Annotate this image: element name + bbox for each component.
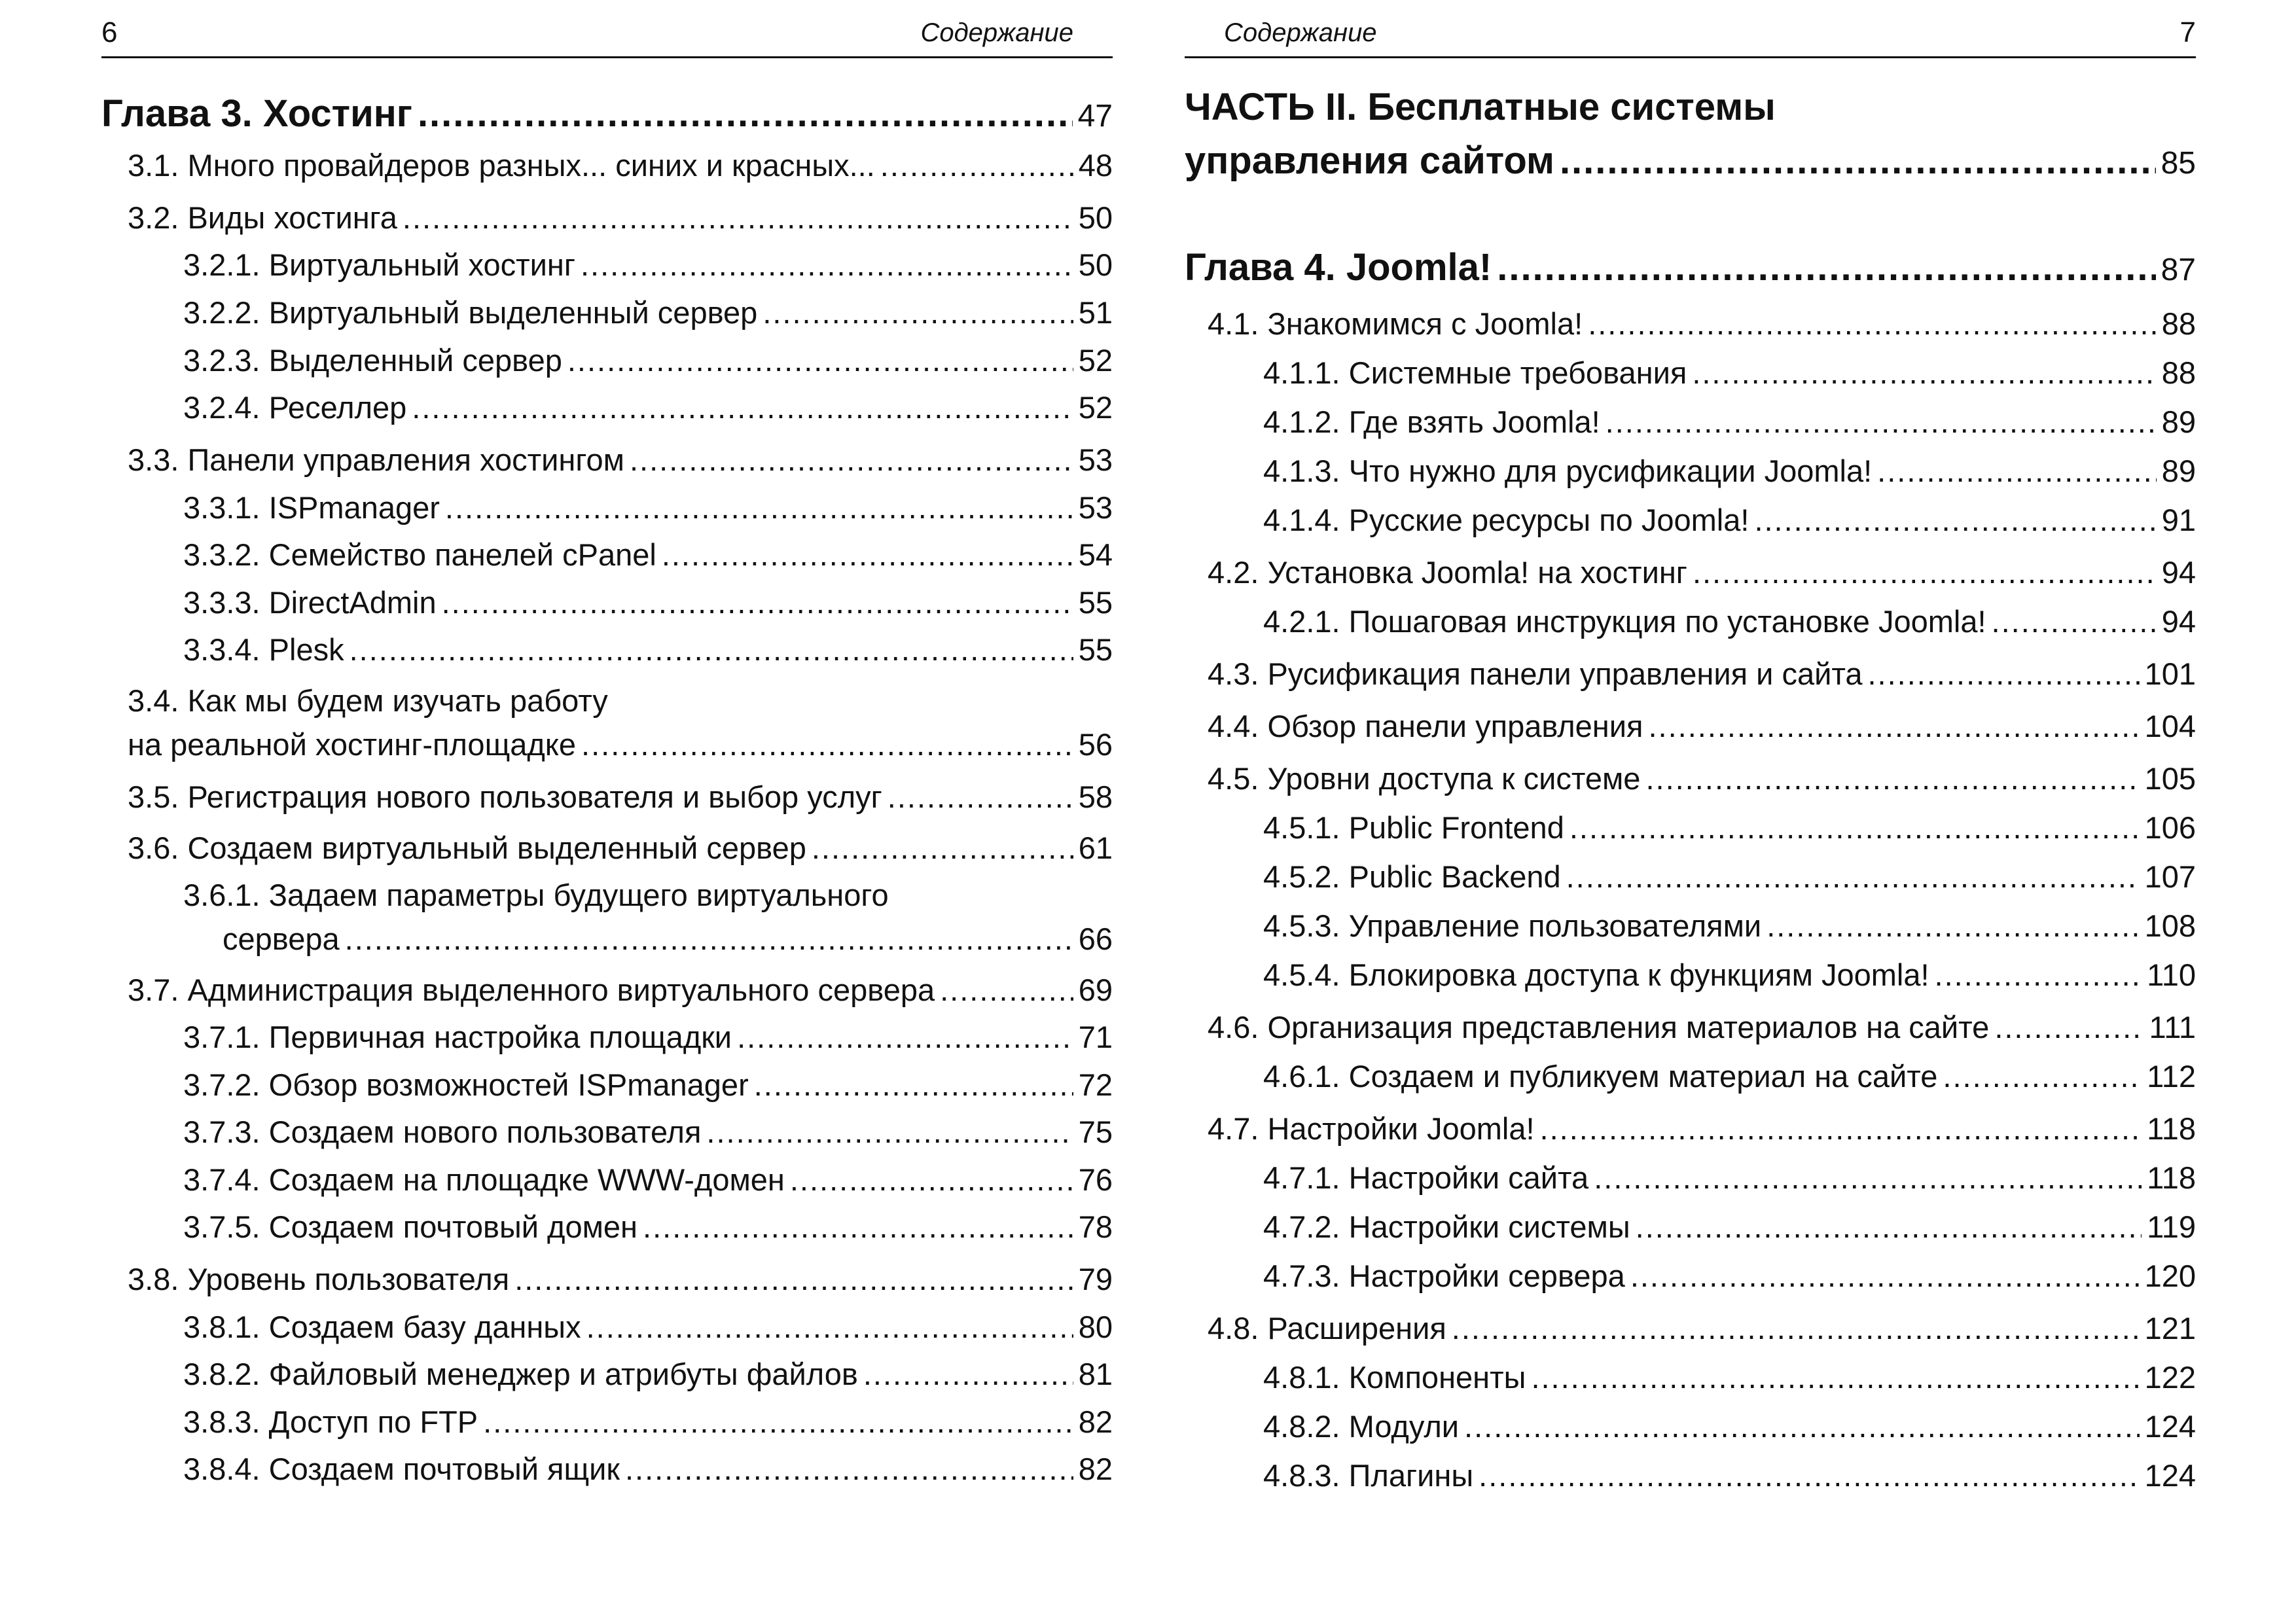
entry-page-number: 122	[2144, 1360, 2196, 1395]
header-title: Содержание	[920, 18, 1073, 47]
entry-title: на реальной хостинг-площадке	[128, 727, 577, 762]
entry-page-number: 87	[2161, 253, 2196, 287]
dot-leader	[1636, 1209, 2142, 1245]
entry-title: 3.7.1. Первичная настройка площадки	[183, 1020, 732, 1054]
dot-leader	[1570, 810, 2140, 846]
dot-leader	[1452, 1310, 2140, 1346]
dot-leader	[1754, 502, 2156, 538]
toc-subentry[interactable]	[1185, 404, 2196, 440]
entry-title: 4.8.2. Модули	[1263, 1409, 1460, 1444]
dot-leader	[1767, 908, 2139, 944]
toc-entry[interactable]	[1185, 1009, 2196, 1045]
entry-title: 3.8.1. Создаем базу данных	[183, 1310, 581, 1344]
toc-subentry[interactable]	[1185, 453, 2196, 489]
dot-leader	[1935, 957, 2142, 993]
entry-page-number: 89	[2161, 454, 2196, 488]
entry-title: 4.1.4. Русские ресурсы по Joomla!	[1263, 503, 1749, 537]
toc-subentry-line1: 3.6.1. Задаем параметры будущего виртуального	[183, 878, 889, 912]
entry-title: 3.8.2. Файловый менеджер и атрибуты файлов	[183, 1357, 858, 1391]
dot-leader	[412, 389, 1073, 425]
toc-subentry[interactable]	[101, 921, 1113, 957]
entry-title: 4.4. Обзор панели управления	[1208, 709, 1643, 743]
entry-title: 4.6. Организация представления материалов на сайте	[1208, 1010, 1990, 1044]
entry-title: 3.8. Уровень пользователя	[128, 1262, 510, 1296]
left-page	[101, 0, 1113, 1623]
entry-title: 4.5.3. Управление пользователями	[1263, 908, 1762, 943]
dot-leader	[1992, 603, 2157, 639]
entry-page-number: 79	[1078, 1262, 1113, 1296]
dot-leader	[1867, 656, 2139, 692]
entry-page-number: 53	[1078, 490, 1113, 525]
entry-title: 4.8.3. Плагины	[1263, 1458, 1474, 1493]
entry-page-number: 94	[2161, 555, 2196, 590]
toc-subentry[interactable]	[101, 389, 1113, 425]
entry-title: 3.8.3. Доступ по FTP	[183, 1404, 478, 1439]
dot-leader	[442, 584, 1073, 620]
toc-subentry[interactable]	[1185, 810, 2196, 846]
dot-leader	[1692, 355, 2156, 391]
toc-subentry[interactable]	[101, 584, 1113, 620]
entry-title: 4.5.1. Public Frontend	[1263, 810, 1564, 845]
entry-title: управления сайтом	[1185, 139, 1554, 182]
entry-page-number: 52	[1078, 343, 1113, 378]
toc-entry[interactable]	[101, 147, 1113, 183]
entry-page-number: 118	[2147, 1111, 2196, 1146]
entry-title: 3.2.4. Реселлер	[183, 390, 407, 425]
entry-title: сервера	[223, 921, 340, 956]
dot-leader	[630, 442, 1073, 478]
dot-leader	[1943, 1058, 2142, 1094]
entry-page-number: 85	[2161, 146, 2196, 181]
header-rule	[1185, 56, 2196, 58]
dot-leader	[1630, 1258, 2140, 1294]
toc-subentry[interactable]	[1185, 1408, 2196, 1444]
dot-leader	[1877, 453, 2157, 489]
entry-title: 4.5. Уровни доступа к системе	[1208, 761, 1641, 796]
toc-subentry[interactable]	[101, 1451, 1113, 1487]
dot-leader	[812, 830, 1073, 866]
entry-page-number: 119	[2147, 1209, 2196, 1244]
entry-title: 3.3.4. Plesk	[183, 632, 344, 667]
dot-leader	[483, 1404, 1073, 1440]
entry-page-number: 66	[1078, 921, 1113, 956]
toc-subentry[interactable]	[1185, 1258, 2196, 1294]
toc-subentry[interactable]	[101, 1404, 1113, 1440]
dot-leader	[737, 1019, 1073, 1055]
entry-page-number: 61	[1078, 830, 1113, 865]
entry-title: 3.6. Создаем виртуальный выделенный сервер	[128, 830, 806, 865]
dot-leader	[1479, 1457, 2139, 1493]
dot-leader	[581, 247, 1073, 283]
entry-page-number: 71	[1078, 1020, 1113, 1054]
entry-page-number: 55	[1078, 585, 1113, 620]
entry-page-number: 51	[1078, 295, 1113, 330]
entry-title: 4.8.1. Компоненты	[1263, 1360, 1526, 1395]
page-number: 6	[101, 16, 118, 48]
entry-page-number: 69	[1078, 972, 1113, 1007]
right-page	[1185, 0, 2196, 1623]
entry-page-number: 89	[2161, 404, 2196, 439]
entry-page-number: 121	[2144, 1311, 2196, 1346]
toc-subentry[interactable]	[1185, 1209, 2196, 1245]
toc-entry[interactable]	[1185, 1310, 2196, 1346]
entry-page-number: 88	[2161, 355, 2196, 390]
dot-leader	[586, 1309, 1073, 1345]
toc-subentry[interactable]	[101, 1114, 1113, 1150]
toc-subentry[interactable]	[101, 1209, 1113, 1245]
toc-subentry[interactable]	[1185, 502, 2196, 538]
entry-page-number: 56	[1078, 727, 1113, 762]
dot-leader	[625, 1451, 1073, 1487]
dot-leader	[880, 147, 1073, 183]
toc-entry[interactable]	[1185, 708, 2196, 744]
toc-subentry[interactable]	[1185, 1058, 2196, 1094]
entry-title: 4.1. Знакомимся с Joomla!	[1208, 306, 1583, 341]
toc-subentry[interactable]	[1185, 859, 2196, 895]
header-title: Содержание	[1224, 18, 1377, 47]
entry-title: 4.7.2. Настройки системы	[1263, 1209, 1630, 1244]
entry-title: 3.7.3. Создаем нового пользователя	[183, 1115, 702, 1149]
toc-entry-line1: 3.4. Как мы будем изучать работу	[128, 683, 608, 718]
entry-page-number: 94	[2161, 604, 2196, 639]
entry-title: 4.2.1. Пошаговая инструкция по установке Joomla!	[1263, 604, 1986, 639]
toc-subentry[interactable]	[101, 247, 1113, 283]
toc-subentry[interactable]	[1185, 1457, 2196, 1493]
dot-leader	[643, 1209, 1073, 1245]
entry-title: 3.2.3. Выделенный сервер	[183, 343, 562, 378]
dot-leader	[1588, 306, 2157, 342]
page-header	[1185, 12, 2196, 59]
dot-leader	[1693, 554, 2157, 590]
toc-part-line1: ЧАСТЬ II. Бесплатные системы	[1185, 86, 1776, 128]
toc-subentry[interactable]	[1185, 957, 2196, 993]
dot-leader	[1645, 760, 2139, 796]
dot-leader	[350, 632, 1073, 668]
entry-page-number: 81	[1078, 1357, 1113, 1391]
entry-page-number: 52	[1078, 390, 1113, 425]
entry-title: 4.7.1. Настройки сайта	[1263, 1160, 1589, 1195]
toc-subentry[interactable]	[101, 294, 1113, 330]
dot-leader	[1648, 708, 2139, 744]
dot-leader	[403, 200, 1073, 236]
dot-leader	[1531, 1359, 2139, 1395]
entry-title: 3.3.2. Семейство панелей cPanel	[183, 537, 656, 572]
entry-title: 4.7. Настройки Joomla!	[1208, 1111, 1535, 1146]
page-header	[101, 12, 1113, 59]
toc-subentry[interactable]	[101, 490, 1113, 526]
toc-subentry[interactable]	[101, 632, 1113, 668]
entry-page-number: 54	[1078, 537, 1113, 572]
entry-title: 3.7.5. Создаем почтовый домен	[183, 1209, 638, 1244]
toc-entry[interactable]	[1185, 306, 2196, 342]
dot-leader	[1560, 139, 2156, 183]
dot-leader	[1464, 1408, 2140, 1444]
entry-title: 3.8.4. Создаем почтовый ящик	[183, 1452, 620, 1486]
entry-title: 3.7.2. Обзор возможностей ISPmanager	[183, 1067, 749, 1102]
toc-subentry[interactable]	[101, 1067, 1113, 1103]
toc-subentry[interactable]	[1185, 1359, 2196, 1395]
entry-page-number: 50	[1078, 200, 1113, 235]
entry-title: 4.3. Русификация панели управления и сайта	[1208, 656, 1863, 691]
entry-title: 4.1.2. Где взять Joomla!	[1263, 404, 1600, 439]
toc-entry[interactable]	[101, 726, 1113, 762]
toc-entry[interactable]	[101, 830, 1113, 866]
entry-title: 3.5. Регистрация нового пользователя и выбор услуг	[128, 779, 882, 814]
dot-leader	[418, 92, 1073, 135]
entry-title: 4.8. Расширения	[1208, 1311, 1446, 1346]
entry-page-number: 111	[2149, 1010, 2196, 1044]
toc-chapter[interactable]	[101, 92, 1113, 135]
toc-entry[interactable]	[101, 779, 1113, 815]
entry-page-number: 78	[1078, 1209, 1113, 1244]
entry-page-number: 47	[1077, 99, 1113, 134]
entry-title: 3.2. Виды хостинга	[128, 200, 397, 235]
header-rule	[101, 56, 1113, 58]
entry-title: 3.1. Много провайдеров разных... синих и красных...	[128, 148, 875, 183]
entry-title: 4.2. Установка Joomla! на хостинг	[1208, 555, 1687, 590]
dot-leader	[1594, 1160, 2142, 1196]
entry-title: 3.2.2. Виртуальный выделенный сервер	[183, 295, 758, 330]
entry-page-number: 82	[1078, 1404, 1113, 1439]
entry-page-number: 101	[2144, 656, 2196, 691]
dot-leader	[863, 1356, 1073, 1392]
toc-entry[interactable]	[1185, 1111, 2196, 1147]
entry-page-number: 72	[1078, 1067, 1113, 1102]
toc-entry[interactable]	[101, 200, 1113, 236]
entry-title: 3.7. Администрация выделенного виртуального сервера	[128, 972, 935, 1007]
dot-leader	[1994, 1009, 2144, 1045]
entry-title: 4.1.3. Что нужно для русификации Joomla!	[1263, 454, 1873, 488]
entry-page-number: 55	[1078, 632, 1113, 667]
entry-title: Глава 3. Хостинг	[101, 92, 412, 135]
toc-entry[interactable]	[1185, 760, 2196, 796]
entry-page-number: 76	[1078, 1162, 1113, 1197]
entry-page-number: 110	[2147, 957, 2196, 992]
dot-leader	[790, 1162, 1073, 1198]
toc-subentry[interactable]	[101, 537, 1113, 573]
toc-entry[interactable]	[1185, 656, 2196, 692]
entry-title: 3.3.1. ISPmanager	[183, 490, 440, 525]
dot-leader	[888, 779, 1073, 815]
entry-page-number: 48	[1078, 148, 1113, 183]
entry-page-number: 104	[2144, 709, 2196, 743]
toc-subentry[interactable]	[101, 342, 1113, 378]
entry-page-number: 50	[1078, 247, 1113, 282]
toc-subentry[interactable]	[101, 1309, 1113, 1345]
toc-subentry[interactable]	[1185, 908, 2196, 944]
dot-leader	[1497, 245, 2155, 289]
entry-page-number: 75	[1078, 1115, 1113, 1149]
dot-leader	[940, 972, 1073, 1008]
toc-subentry[interactable]	[101, 1162, 1113, 1198]
dot-leader	[1540, 1111, 2142, 1147]
toc-subentry[interactable]	[1185, 1160, 2196, 1196]
toc-entry[interactable]	[101, 972, 1113, 1008]
dot-leader	[345, 921, 1073, 957]
entry-page-number: 124	[2144, 1458, 2196, 1493]
entry-page-number: 118	[2147, 1160, 2196, 1195]
page-number: 7	[2179, 16, 2196, 48]
toc-subentry[interactable]	[1185, 355, 2196, 391]
toc-entry[interactable]	[1185, 554, 2196, 590]
toc-entry[interactable]	[101, 1261, 1113, 1297]
dot-leader	[762, 294, 1073, 330]
dot-leader	[567, 342, 1073, 378]
dot-leader	[581, 726, 1073, 762]
entry-page-number: 88	[2161, 306, 2196, 341]
entry-title: 4.5.4. Блокировка доступа к функциям Joomla!	[1263, 957, 1929, 992]
dot-leader	[1566, 859, 2140, 895]
dot-leader	[445, 490, 1073, 526]
entry-page-number: 106	[2144, 810, 2196, 845]
toc-subentry[interactable]	[101, 1019, 1113, 1055]
entry-page-number: 105	[2144, 761, 2196, 796]
entry-title: 3.7.4. Создаем на площадке WWW-домен	[183, 1162, 785, 1197]
entry-page-number: 108	[2144, 908, 2196, 943]
dot-leader	[706, 1114, 1073, 1150]
toc-part[interactable]	[1185, 139, 2196, 183]
entry-title: 3.3. Панели управления хостингом	[128, 442, 624, 477]
toc-subentry[interactable]	[1185, 603, 2196, 639]
entry-title: 3.2.1. Виртуальный хостинг	[183, 247, 575, 282]
toc-subentry[interactable]	[101, 1356, 1113, 1392]
entry-title: Глава 4. Joomla!	[1185, 246, 1492, 289]
entry-title: 4.7.3. Настройки сервера	[1263, 1258, 1625, 1293]
entry-title: 4.5.2. Public Backend	[1263, 859, 1561, 894]
entry-title: 4.6.1. Создаем и публикуем материал на сайте	[1263, 1059, 1938, 1094]
dot-leader	[662, 537, 1073, 573]
entry-page-number: 124	[2144, 1409, 2196, 1444]
entry-page-number: 53	[1078, 442, 1113, 477]
entry-page-number: 80	[1078, 1310, 1113, 1344]
entry-page-number: 91	[2161, 503, 2196, 537]
entry-page-number: 82	[1078, 1452, 1113, 1486]
entry-title: 3.3.3. DirectAdmin	[183, 585, 437, 620]
entry-page-number: 107	[2144, 859, 2196, 894]
entry-page-number: 58	[1078, 779, 1113, 814]
dot-leader	[514, 1261, 1073, 1297]
toc-entry[interactable]	[101, 442, 1113, 478]
dot-leader	[1605, 404, 2157, 440]
toc-chapter[interactable]	[1185, 245, 2196, 289]
dot-leader	[754, 1067, 1073, 1103]
entry-page-number: 112	[2147, 1059, 2196, 1094]
entry-page-number: 120	[2144, 1258, 2196, 1293]
entry-title: 4.1.1. Системные требования	[1263, 355, 1687, 390]
